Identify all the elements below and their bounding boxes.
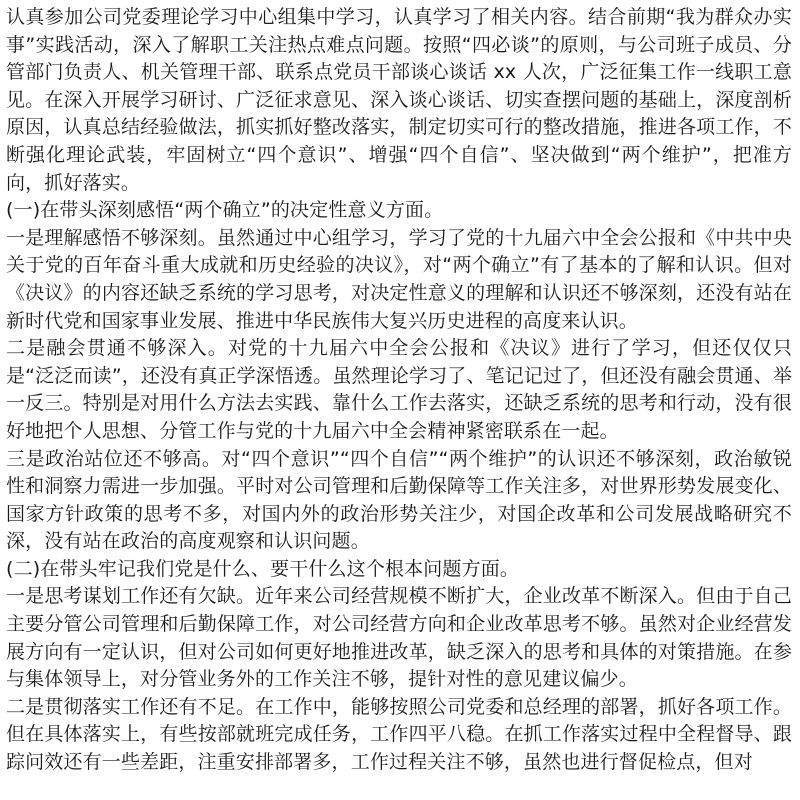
section-heading-1: (一)在带头深刻感悟“两个确立”的决定性意义方面。 xyxy=(6,199,444,222)
intro-paragraph: 认真参加公司党委理论学习中心组集中学习，认真学习了相关内容。结合前期“我为群众办实事”实践活动，深入了解职工关注热点难点问题。按照“四必谈”的原则，与公司班子成员、分管部门负责人、机关管理干部、联系点党员干部谈心谈话 xx 人次，广泛征集工作一线职工意见。在深入开展学习研讨、广泛征求意见、深入谈心谈话、切实查摆问题的基础上，深度剖析原因，认真总结经验做法，抓实抓好整改落实，制定切实可行的整改措施，推进各项工作，不断强化理论武装，牢固树立“四个意识”、增强“四个自信”、坚决做到“两个维护”，把准方向，抓好落实。 xyxy=(6,6,792,194)
body-paragraph: 二是融会贯通不够深入。对党的十九届六中全会公报和《决议》进行了学习，但还仅仅只是“泛泛而读”，还没有真正学深悟透。虽然理论学习了、笔记记过了，但还没有融会贯通、举一反三。特别是对用什么方法去实践、靠什么工作去落实，还缺乏系统的思考和行动，没有很好地把个人思想、分管工作与党的十九届六中全会精神紧密联系在一起。 xyxy=(6,337,792,442)
body-paragraph: 二是贯彻落实工作还有不足。在工作中，能够按照公司党委和总经理的部署，抓好各项工作。但在具体落实上，有些按部就班完成任务，工作四平八稳。在抓工作落实过程中全程督导、跟踪问效还有一些差距，注重安排部署多，工作过程关注不够，虽然也进行督促检点，但对 xyxy=(6,695,792,774)
document-body xyxy=(6,4,792,777)
section-heading-2: (二)在带头牢记我们党是什么、要干什么这个根本问题方面。 xyxy=(6,557,520,580)
body-paragraph: 一是理解感悟不够深刻。虽然通过中心组学习，学习了党的十九届六中全会公报和《中共中央关于党的百年奋斗重大成就和历史经验的决议》，对“两个确立”有了基本的了解和认识。但对《决议》的内容还缺乏系统的学习思考，对决定性意义的理解和认识还不够深刻，还没有站在新时代党和国家事业发展、推进中华民族伟大复兴历史进程的高度来认识。 xyxy=(6,226,792,332)
body-paragraph: 三是政治站位还不够高。对“四个意识”“四个自信”“两个维护”的认识还不够深刻，政治敏锐性和洞察力需进一步加强。平时对公司管理和后勤保障等工作关注多，对世界形势发展变化、国家方针政策的思考不多，对国内外的政治形势关注少，对国企改革和公司发展战略研究不深，没有站在政治的高度观察和认识问题。 xyxy=(6,447,792,553)
body-paragraph: 一是思考谋划工作还有欠缺。近年来公司经营规模不断扩大，企业改革不断深入。但由于自己主要分管公司管理和后勤保障工作，对公司经营方向和企业改革思考不够。虽然对企业经营发展方向有一定认识，但对公司如何更好地推进改革，缺乏深入的思考和具体的对策措施。在参与集体领导上，对分管业务外的工作关注不够，提针对性的意见建议偏少。 xyxy=(6,585,792,691)
